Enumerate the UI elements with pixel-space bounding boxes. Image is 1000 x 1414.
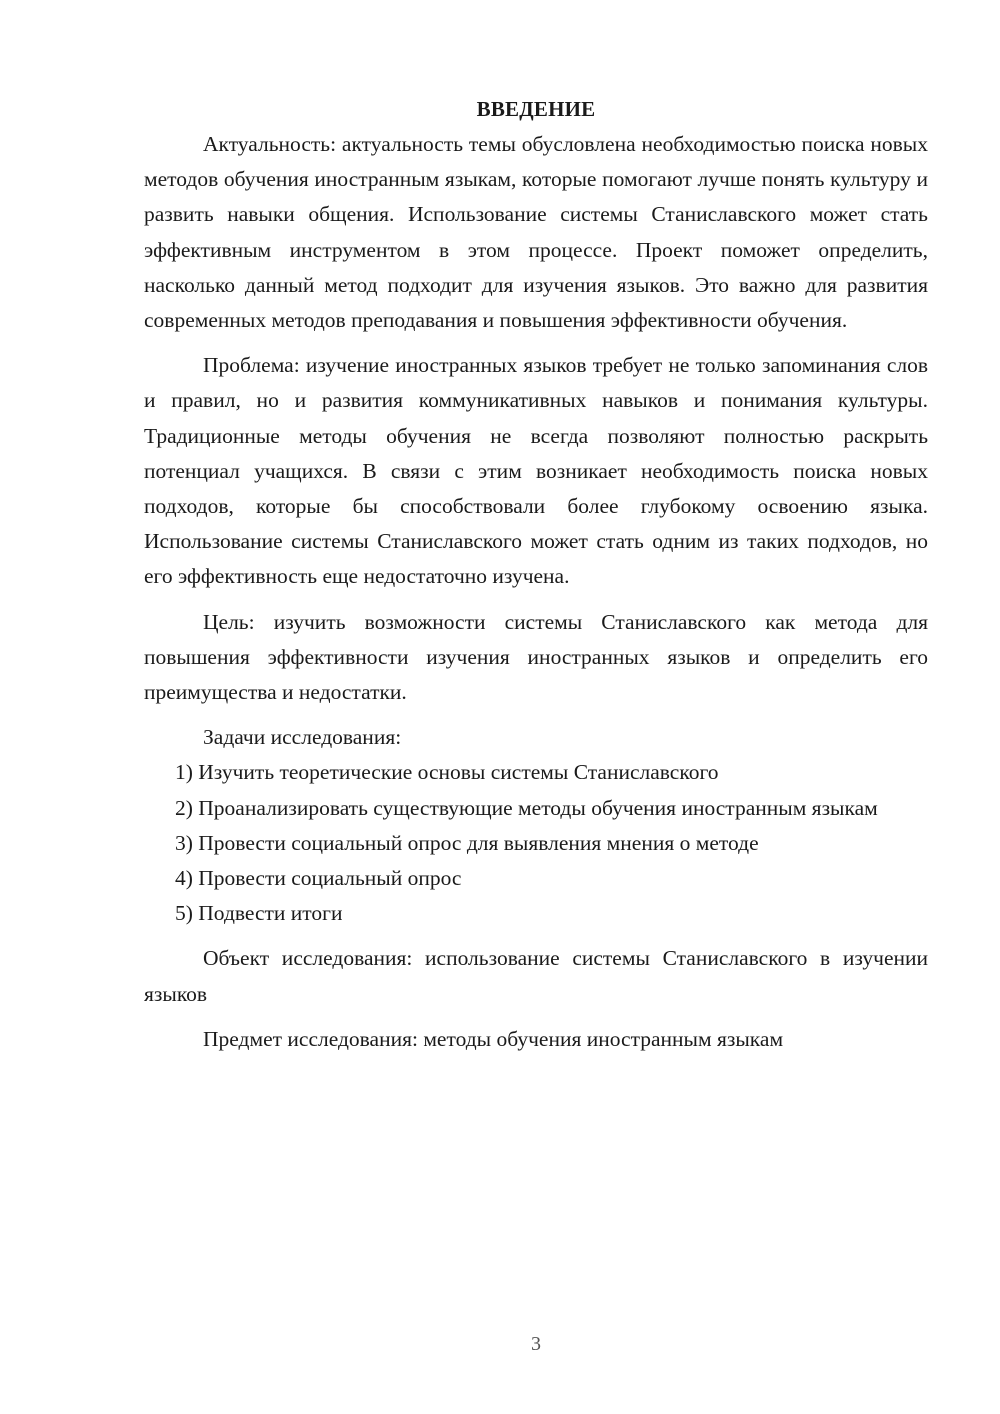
list-item: 1) Изучить теоретические основы системы Станиславского: [175, 760, 719, 785]
problem-paragraph: Проблема: изучение иностранных языков требует не только запоминания слов и правил, но и развития коммуникативных навыков и понимания культуры. Традиционные методы обучения не всегда позволяют полностью раскрыть потенциал учащихся. В связи с этим возникает необходимость поиска новых подходов, которые бы способствовали более глубокому освоению языка. Использование системы Станиславского может стать одним из таких подходов, но его эффективность еще недостаточно изучена.: [144, 353, 928, 589]
tasks-heading: Задачи исследования:: [203, 725, 402, 750]
list-item: 4) Провести социальный опрос: [175, 866, 462, 891]
goal-paragraph: Цель: изучить возможности системы Станиславского как метода для повышения эффективности изучения иностранных языков и определить его преимущества и недостатки.: [144, 609, 928, 705]
list-item: 2) Проанализировать существующие методы обучения иностранным языкам: [175, 795, 878, 820]
object-paragraph: Объект исследования: использование системы Станиславского в изучении языков: [144, 946, 928, 1006]
list-item: 5) Подвести итоги: [175, 901, 343, 926]
relevance-paragraph: Актуальность: актуальность темы обусловлена необходимостью поиска новых методов обучения иностранным языкам, которые помогают лучше понять культуру и развить навыки общения. Использование системы Станиславского может стать эффективным инструментом в этом процессе. Проект поможет определить, насколько данный метод подходит для изучения языков. Это важно для развития современных методов преподавания и повышения эффективности обучения.: [144, 132, 928, 333]
list-item: 3) Провести социальный опрос для выявления мнения о методе: [175, 830, 759, 855]
document-body: [144, 92, 928, 1057]
page-title: ВВЕДЕНИЕ: [476, 97, 596, 121]
subject-paragraph: Предмет исследования: методы обучения иностранным языкам: [203, 1026, 784, 1051]
tasks-list: [144, 755, 928, 931]
page-number: 3: [531, 1333, 541, 1355]
